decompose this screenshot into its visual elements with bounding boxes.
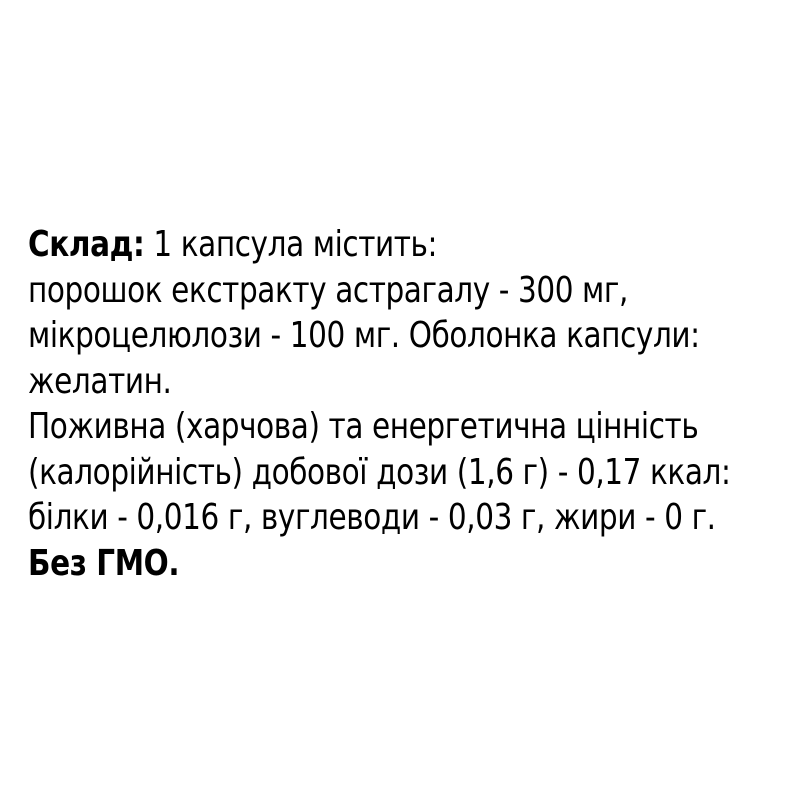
nutrition-line: Поживна (харчова) та енергетична цінність: [28, 406, 699, 447]
ingredients-line: порошок екстракту астрагалу - 300 мг,: [28, 269, 628, 311]
composition-title-rest: 1 капсула містить:: [144, 224, 438, 265]
nutrition-line: білки - 0,016 г, вуглеводи - 0,03 г, жири - 0 г.: [28, 497, 716, 538]
composition-title-line: [28, 222, 799, 268]
composition-title-bold: Склад:: [28, 224, 145, 265]
ingredients-line: желатин.: [28, 360, 172, 402]
gmo-statement: Без ГМО.: [28, 542, 180, 584]
nutrition-label-text: [28, 222, 799, 586]
nutrition-line: (калорійність) добової дози (1,6 г) - 0,17 ккал:: [28, 451, 731, 493]
ingredients-line: мікроцелюлози - 100 мг. Оболонка капсули:: [28, 315, 700, 356]
